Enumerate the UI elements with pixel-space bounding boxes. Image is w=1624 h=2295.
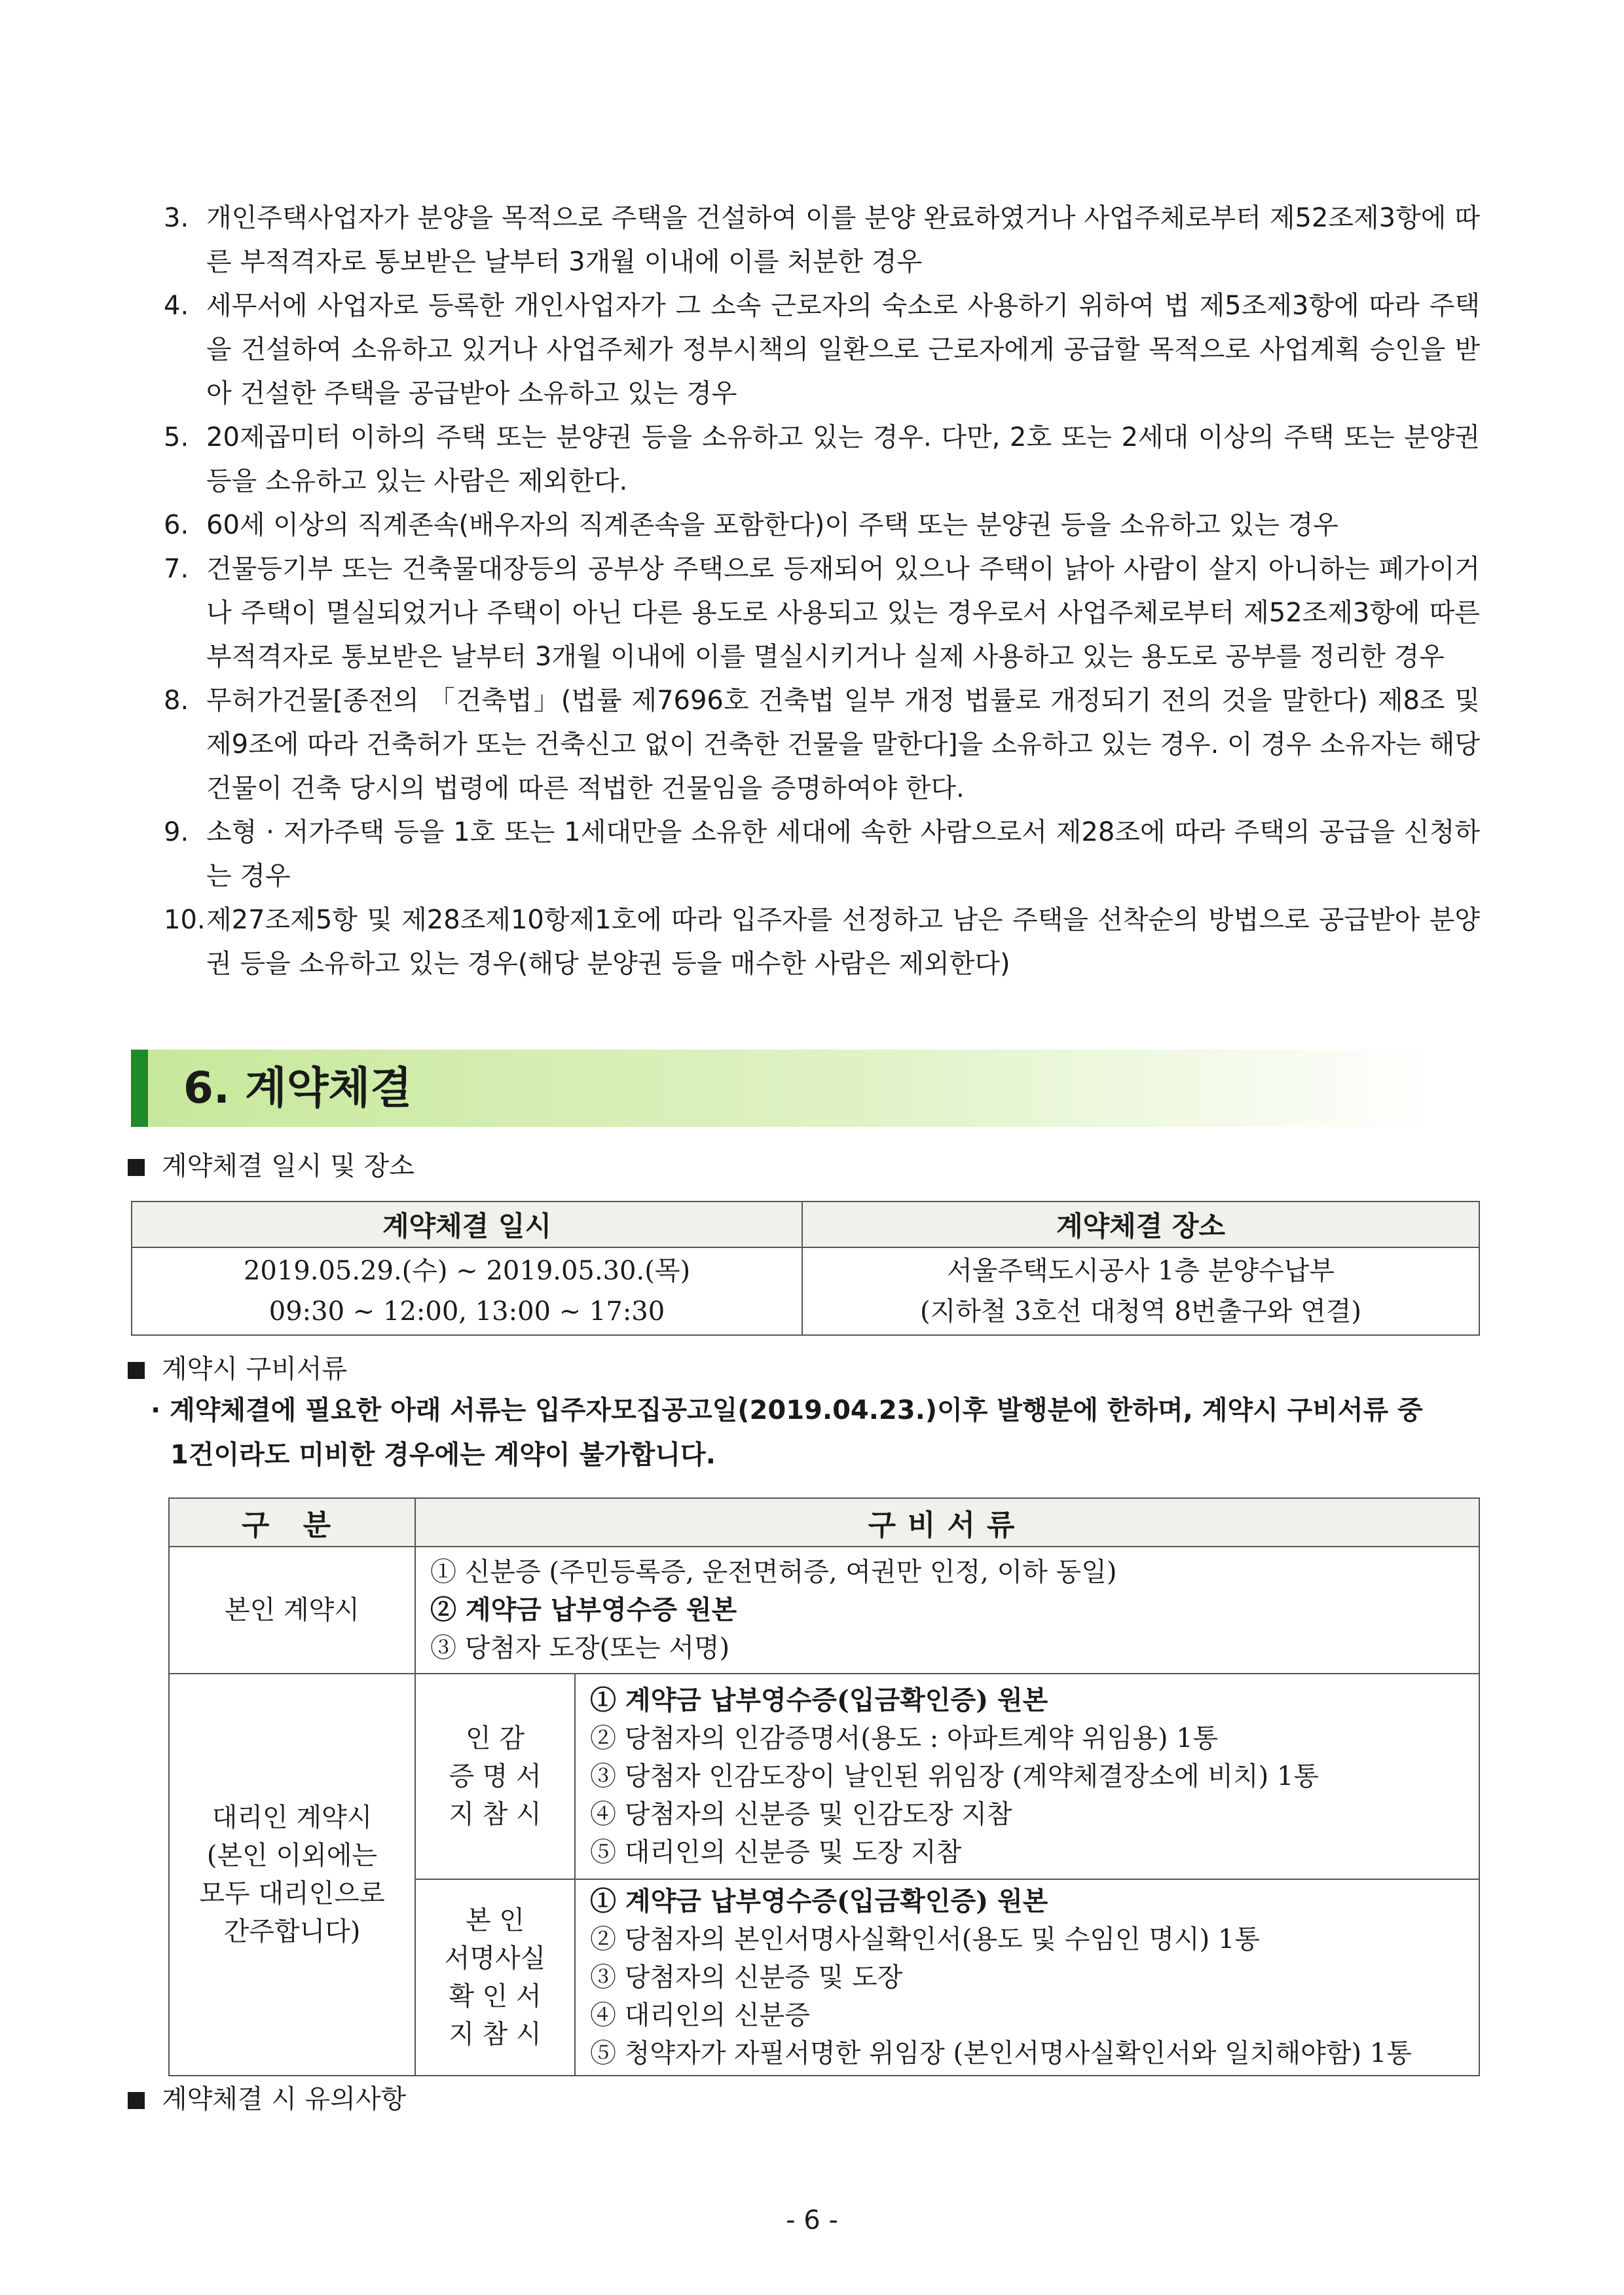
schedule-place-detail: (지하철 3호선 대청역 8번출구와 연결) — [920, 1296, 1361, 1327]
self-contract-label: 본인 계약시 — [169, 1547, 415, 1674]
list-item-text: 소형 · 저가주택 등을 1호 또는 1세대만을 소유한 세대에 속한 사람으로서 제28조에 따라 주택의 공급을 신청하는 경우 — [206, 817, 1480, 891]
seal-certificate-items — [575, 1674, 1479, 1879]
table-row — [169, 1547, 1479, 1674]
document-item: ① 신분증 (주민등록증, 운전면허증, 여권만 인정, 이하 동일) — [430, 1557, 1117, 1587]
table-header-row — [169, 1498, 1479, 1547]
list-item-text: 제27조제5항 및 제28조제10항제1호에 따라 입주자를 선정하고 남은 주택을 선착순의 방법으로 공급받아 분양권 등을 소유하고 있는 경우(해당 분양권 등을 매수한 사람은 제외한다) — [206, 905, 1480, 979]
section-heading — [131, 1050, 1441, 1127]
documents-note — [151, 1388, 1480, 1477]
document-item: ④ 대리인의 신분증 — [590, 2000, 810, 2030]
seal-certificate-label — [415, 1674, 575, 1879]
schedule-place-line: 서울주택도시공사 1층 분양수납부 — [947, 1256, 1335, 1286]
list-item-text: 개인주택사업자가 분양을 목적으로 주택을 건설하여 이를 분양 완료하였거나 사업주체로부터 제52조제3항에 따른 부적격자로 통보받은 날부터 3개월 이내에 이를 처분한 경우 — [206, 203, 1480, 277]
document-item: ⑤ 청약자가 자필서명한 위임장 (본인서명사실확인서와 일치해야함) 1통 — [590, 2038, 1412, 2068]
document-item: ① 계약금 납부영수증(입금확인증) 원본 — [590, 1685, 1048, 1716]
self-contract-items — [415, 1547, 1479, 1674]
list-item-text: 무허가건물[종전의 「건축법」(법률 제7696호 건축법 일부 개정 법률로 개정되기 전의 것을 말한다) 제8조 및 제9조에 따라 건축허가 또는 건축신고 없이 건축한 건물을 말한다]을 소유하고 있는 경우. 이 경우 소유자는 해당 건물이 건축 당시의 법령에 따른 적법한 건물임을 증명하여야 한다. — [206, 686, 1480, 803]
proxy-label-line: 모두 대리인으로 — [199, 1879, 385, 1909]
seal-label-line: 증 명 서 — [449, 1761, 542, 1791]
signature-label-line: 본 인 — [466, 1905, 525, 1936]
list-item — [164, 196, 1480, 284]
page-number: - 6 - — [786, 2205, 838, 2235]
list-item-number: 6. — [164, 510, 189, 540]
document-item: ③ 당첨자 인감도장이 날인된 위임장 (계약체결장소에 비치) 1통 — [590, 1761, 1320, 1791]
list-item-text: 20제곱미터 이하의 주택 또는 분양권 등을 소유하고 있는 경우. 다만, 2호 또는 2세대 이상의 주택 또는 분양권 등을 소유하고 있는 사람은 제외한다. — [206, 422, 1480, 496]
column-header-date: 계약체결 일시 — [132, 1202, 802, 1247]
notice-heading-text: 계약체결 시 유의사항 — [162, 2084, 407, 2114]
documents-table — [168, 1497, 1480, 2076]
square-bullet-icon — [128, 1362, 145, 1379]
list-item — [164, 811, 1480, 898]
schedule-table — [131, 1201, 1480, 1336]
square-bullet-icon — [128, 1159, 145, 1176]
table-row — [169, 1674, 1479, 1879]
signature-label-line: 확 인 서 — [449, 1981, 542, 2011]
document-item: ④ 당첨자의 신분증 및 인감도장 지참 — [590, 1799, 1012, 1829]
list-item — [164, 416, 1480, 504]
list-item — [164, 679, 1480, 811]
eligibility-exception-list — [164, 196, 1480, 986]
list-item-number: 7. — [164, 554, 189, 584]
list-item — [164, 547, 1480, 679]
list-item-number: 9. — [164, 817, 189, 847]
schedule-heading — [128, 1148, 415, 1184]
document-item: ③ 당첨자 도장(또는 서명) — [430, 1633, 730, 1663]
notice-heading — [128, 2081, 406, 2118]
list-item-text: 건물등기부 또는 건축물대장등의 공부상 주택으로 등재되어 있으나 주택이 낡아 사람이 살지 아니하는 폐가이거나 주택이 멸실되었거나 주택이 아닌 다른 용도로 사용되고 있는 경우로서 사업주체로부터 제52조제3항에 따른 부적격자로 통보받은 날부터 3개월 이내에 이를 멸실시키거나 실제 사용하고 있는 용도로 공부를 정리한 경우 — [206, 554, 1480, 672]
signature-certificate-items — [575, 1879, 1479, 2076]
section-accent-bar — [131, 1050, 148, 1127]
column-header-place: 계약체결 장소 — [802, 1202, 1479, 1247]
list-item-text: 세무서에 사업자로 등록한 개인사업자가 그 소속 근로자의 숙소로 사용하기 위하여 법 제5조제3항에 따라 주택을 건설하여 소유하고 있거나 사업주체가 정부시책의 일환으로 근로자에게 공급할 목적으로 사업계획 승인을 받아 건설한 주택을 공급받아 소유하고 있는 경우 — [206, 291, 1480, 409]
list-item-number: 4. — [164, 291, 189, 321]
column-header-documents: 구비서류 — [415, 1498, 1479, 1547]
proxy-label-line: 대리인 계약시 — [212, 1803, 373, 1833]
signature-label-line: 서명사실 — [444, 1943, 546, 1974]
table-row — [132, 1247, 1479, 1335]
list-item — [164, 898, 1480, 986]
schedule-date-cell — [132, 1247, 802, 1335]
list-item-number: 8. — [164, 686, 189, 716]
schedule-date-line: 2019.05.29.(수) ~ 2019.05.30.(목) — [243, 1256, 691, 1286]
documents-note-line: 1건이라도 미비한 경우에는 계약이 불가합니다. — [170, 1440, 716, 1470]
proxy-label-line: 간주합니다) — [223, 1917, 361, 1947]
document-item: ② 계약금 납부영수증 원본 — [430, 1594, 737, 1625]
list-item — [164, 284, 1480, 416]
seal-label-line: 지 참 시 — [449, 1799, 542, 1829]
document-item: ② 당첨자의 본인서명사실확인서(용도 및 수임인 명시) 1통 — [590, 1924, 1261, 1955]
column-header-category: 구 분 — [169, 1498, 415, 1547]
document-item: ② 당첨자의 인감증명서(용도 : 아파트계약 위임용) 1통 — [590, 1723, 1219, 1753]
section-title: 6. 계약체결 — [183, 1063, 412, 1113]
signature-certificate-label — [415, 1879, 575, 2076]
document-item: ⑤ 대리인의 신분증 및 도장 지참 — [590, 1837, 962, 1867]
documents-heading — [128, 1351, 347, 1387]
document-item: ① 계약금 납부영수증(입금확인증) 원본 — [590, 1886, 1048, 1917]
documents-heading-text: 계약시 구비서류 — [162, 1354, 348, 1384]
list-item-number: 10. — [164, 905, 206, 935]
list-item-number: 5. — [164, 422, 189, 452]
schedule-place-cell — [802, 1247, 1479, 1335]
table-header-row — [132, 1202, 1479, 1247]
list-item-number: 3. — [164, 203, 189, 233]
schedule-time-line: 09:30 ~ 12:00, 13:00 ~ 17:30 — [268, 1296, 665, 1327]
proxy-contract-label — [169, 1674, 415, 2076]
seal-label-line: 인 감 — [466, 1723, 525, 1753]
schedule-heading-text: 계약체결 일시 및 장소 — [162, 1151, 415, 1181]
list-item-text: 60세 이상의 직계존속(배우자의 직계존속을 포함한다)이 주택 또는 분양권 등을 소유하고 있는 경우 — [206, 510, 1338, 540]
proxy-label-line: (본인 이외에는 — [206, 1841, 378, 1871]
list-item — [164, 504, 1480, 547]
square-bullet-icon — [128, 2092, 145, 2109]
document-item: ③ 당첨자의 신분증 및 도장 — [590, 1962, 903, 1992]
documents-note-line: · 계약체결에 필요한 아래 서류는 입주자모집공고일(2019.04.23.)이후 발행분에 한하며, 계약시 구비서류 중 — [151, 1395, 1423, 1425]
signature-label-line: 지 참 시 — [449, 2019, 542, 2049]
